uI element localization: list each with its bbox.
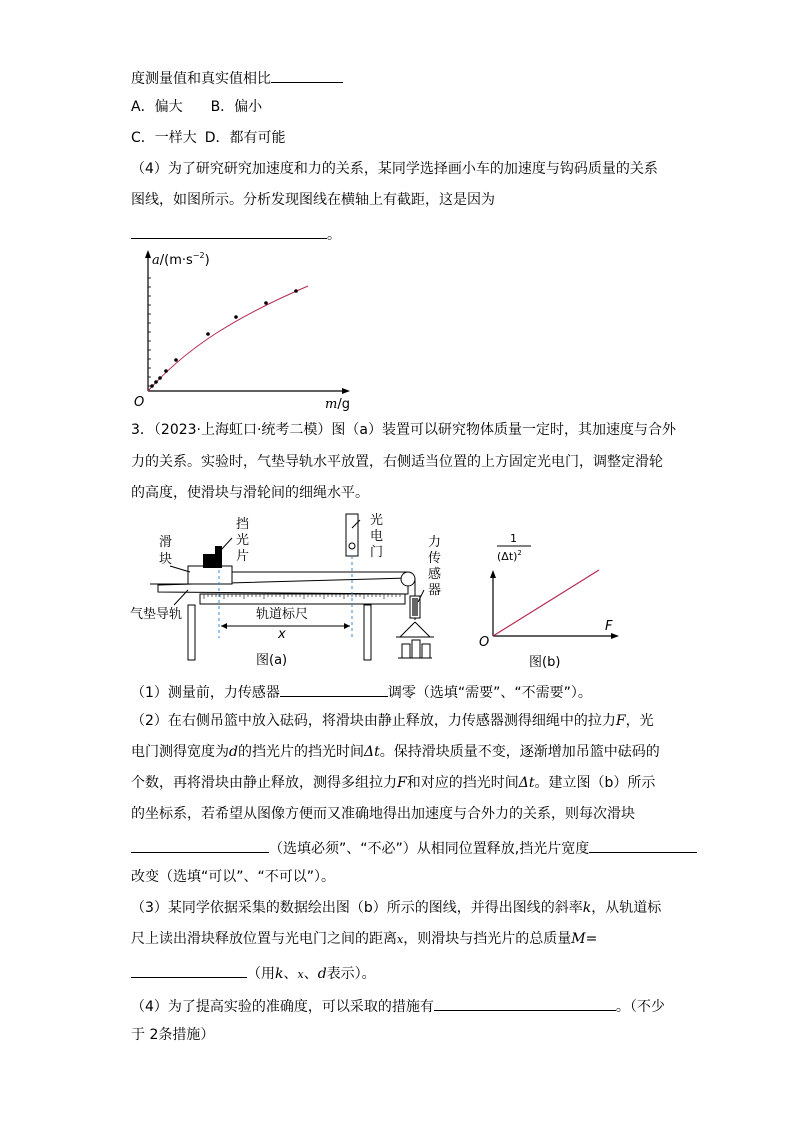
text-line xyxy=(131,773,655,793)
text-line xyxy=(131,159,658,179)
gate-label: 电 xyxy=(370,529,384,544)
answer-blank[interactable] xyxy=(131,836,269,853)
text-line xyxy=(131,190,495,210)
text: 。建立图（b）所示 xyxy=(534,775,656,791)
data-point xyxy=(158,376,162,380)
text: ，从轨道标 xyxy=(591,900,662,916)
var-M: M xyxy=(571,931,586,947)
text-line xyxy=(131,929,597,950)
data-point xyxy=(150,384,154,388)
leader-line xyxy=(221,538,232,550)
origin-label: O xyxy=(479,635,490,650)
arrow-head xyxy=(344,623,350,629)
text: 的挡光片的挡光时间 xyxy=(237,744,364,760)
data-point xyxy=(294,289,298,293)
text: 于 2条措施） xyxy=(131,1027,215,1043)
slider-label: 滑 xyxy=(159,535,173,550)
slider-block xyxy=(188,566,232,584)
sensor-label: 力 xyxy=(428,535,442,550)
weight xyxy=(402,644,410,658)
var-x: x xyxy=(397,933,404,946)
text: 尺上读出滑块释放位置与光电门之间的距离 xyxy=(131,931,397,947)
option-row xyxy=(131,97,262,117)
answer-blank[interactable] xyxy=(131,961,247,978)
text: 表示）。 xyxy=(326,966,376,982)
scale-label: 轨道标尺 xyxy=(256,607,309,622)
weight xyxy=(422,644,430,658)
text-line xyxy=(131,711,654,731)
text-line xyxy=(131,1025,214,1045)
text: （2）在右侧吊篮中放入砝码，将滑块由静止释放，力传感器测得细绳中的拉力 xyxy=(131,713,616,729)
answer-blank[interactable] xyxy=(131,222,327,239)
shutter-label: 光 xyxy=(236,533,250,548)
var-dt: Δt xyxy=(363,744,380,760)
text: = xyxy=(585,931,598,947)
text: （用 xyxy=(247,966,275,982)
sensor-label: 器 xyxy=(428,583,442,598)
shutter-plate xyxy=(215,546,222,568)
answer-blank[interactable] xyxy=(434,994,616,1011)
origin-label: O xyxy=(134,395,145,410)
text: 的坐标系，若希望从图像方便而又准确地得出加速度与合外力的关系，则每次滑块 xyxy=(131,806,635,822)
text-line xyxy=(131,742,660,762)
text: ，光 xyxy=(625,713,654,729)
text-line xyxy=(131,483,369,503)
text: ，则滑块与挡光片的总质量 xyxy=(403,931,572,947)
var-k: k xyxy=(275,966,284,982)
text: 力的关系。实验时，气垫导轨水平放置，右侧适当位置的上方固定光电门，调整定滑轮 xyxy=(131,454,663,470)
arrow-head xyxy=(221,623,227,629)
table-leg xyxy=(364,605,371,660)
text-line xyxy=(131,836,697,859)
text-line xyxy=(131,961,376,985)
var-F: F xyxy=(615,713,626,729)
table-leg xyxy=(188,605,195,660)
option-a: A．偏大 xyxy=(131,99,183,115)
var-d: d xyxy=(229,744,238,760)
sensor-label: 传 xyxy=(428,551,442,566)
option-d: D．都有可能 xyxy=(204,130,286,146)
x-axis-arrow xyxy=(342,388,350,394)
distance-label: x xyxy=(278,627,286,642)
text: 的高度，使滑块与滑轮间的细绳水平。 xyxy=(131,485,369,501)
y-label-denominator: $(\Delta t)^2$ xyxy=(497,549,522,563)
slider-label: 块 xyxy=(159,552,173,567)
text: 。（不少 xyxy=(615,999,665,1015)
text: 改变（选填“可以”、“不可以”）。 xyxy=(131,869,336,885)
y-label-numerator: 1 xyxy=(510,532,517,545)
y-label: $a/(m\cdot s^{-2})$ xyxy=(152,251,210,268)
text-line xyxy=(131,804,635,824)
force-sensor-body xyxy=(412,598,418,616)
gate-label: 门 xyxy=(370,545,384,560)
text: （1）测量前，力传感器 xyxy=(131,685,280,701)
fit-curve xyxy=(148,286,308,391)
text: 、 xyxy=(303,966,318,982)
basket-strings xyxy=(400,622,430,637)
option-b: B．偏小 xyxy=(210,99,263,115)
data-point xyxy=(154,380,158,384)
text: （选填必须”、“不必”）从相同位置释放,挡光片宽度 xyxy=(269,841,590,857)
gate-label: 光 xyxy=(370,513,384,528)
shutter-label: 片 xyxy=(236,549,250,564)
var-F: F xyxy=(397,775,407,791)
leader-line xyxy=(170,566,190,572)
answer-blank[interactable] xyxy=(589,836,697,853)
data-point xyxy=(164,369,168,373)
text: （4）为了提高实验的准确度，可以采取的措施有 xyxy=(131,999,434,1015)
text-line xyxy=(131,680,592,703)
var-d: d xyxy=(317,966,327,982)
text: （4）为了研究研究加速度和力的关系，某同学选择画小车的加速度与钩码质量的关系 xyxy=(131,161,658,177)
answer-blank[interactable] xyxy=(271,66,343,83)
text: 。 xyxy=(327,227,341,243)
photogate xyxy=(346,514,358,556)
text-line xyxy=(131,222,341,245)
figure-caption: 图(b) xyxy=(529,655,561,670)
data-point xyxy=(206,332,210,336)
var-dt: Δt xyxy=(518,775,535,791)
var-k: k xyxy=(582,900,592,916)
text-line xyxy=(131,66,343,89)
data-point xyxy=(234,315,238,319)
proportional-line xyxy=(493,570,599,636)
text: 、 xyxy=(283,966,298,982)
x-label: F xyxy=(605,619,613,634)
text-line xyxy=(131,452,663,472)
option-row xyxy=(131,128,286,148)
text: 个数，再将滑块由静止释放，测得多组拉力 xyxy=(131,775,397,791)
data-point xyxy=(174,358,178,362)
figure-b-graph xyxy=(475,532,625,672)
data-points xyxy=(150,289,298,388)
y-axis-arrow xyxy=(490,570,496,578)
track-label: 气垫导轨 xyxy=(130,607,183,622)
graph-a-vs-m xyxy=(128,246,368,414)
var-x: x xyxy=(297,968,304,981)
text: 。保持滑块质量不变，逐渐增加吊篮中砝码的 xyxy=(379,744,660,760)
data-point xyxy=(264,301,268,305)
x-label: m/g xyxy=(325,397,350,412)
y-axis-arrow xyxy=(145,250,151,258)
weight xyxy=(412,640,420,658)
photogate-sensor xyxy=(349,543,355,549)
track-scale xyxy=(200,594,405,604)
text: 和对应的挡光时间 xyxy=(406,775,519,791)
text-line xyxy=(131,867,335,887)
shutter-plate xyxy=(203,554,215,568)
text: 度测量值和真实值相比 xyxy=(131,71,271,87)
text: 电门测得宽度为 xyxy=(131,744,229,760)
text: 调零（选填“需要”、“不需要”）。 xyxy=(387,685,592,701)
text: （3）某同学依据采集的数据绘出图（b）所示的图线，并得出图线的斜率 xyxy=(131,900,583,916)
shutter-label: 挡 xyxy=(236,517,250,532)
figure-caption: 图(a) xyxy=(256,653,288,668)
figure-a-apparatus xyxy=(128,510,458,672)
pulley xyxy=(401,572,415,586)
option-c: C．一样大 xyxy=(131,130,197,146)
text: 图线，如图所示。分析发现图线在横轴上有截距，这是因为 xyxy=(131,192,495,208)
text-line xyxy=(131,420,676,440)
sensor-label: 感 xyxy=(428,567,442,582)
answer-blank[interactable] xyxy=(280,680,388,697)
text: 3．（2023·上海虹口·统考二模）图（a）装置可以研究物体质量一定时，其加速度与合外 xyxy=(131,422,677,438)
text-line xyxy=(131,898,661,918)
text-line xyxy=(131,994,665,1017)
